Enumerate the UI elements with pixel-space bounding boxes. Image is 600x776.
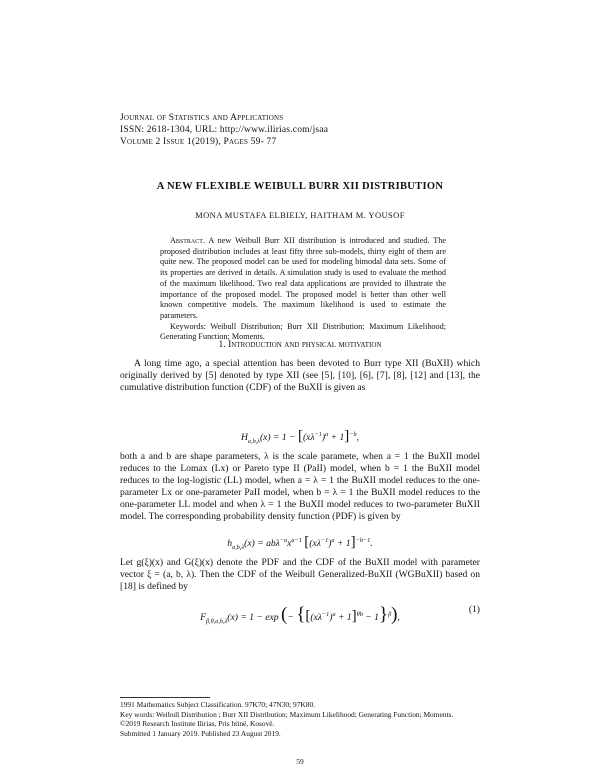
body-paragraph-1 — [120, 358, 480, 394]
abstract-label: Abstract. — [170, 236, 205, 245]
journal-name: Journal of Statistics and Applications — [120, 113, 284, 123]
abstract-text: A new Weibull Burr XII distribution is introduced and studied. The proposed distribution includes at least fifty three sub-models, thirty eight of them are quite new. The proposed model can be used for modeling bimodal data sets. Some of its properties are derived in details. A simulation study is used to evaluate the method of the maximum likelihood. Two real data applications are provided to illustrate the importance of the proposed model. The proposed model is better than other well known competitive models. The maximum likelihood is used to estimate the parameters. — [160, 236, 446, 320]
page-number: 59 — [296, 757, 304, 766]
paper-authors: MONA MUSTAFA ELBIELY, HAITHAM M. YOUSOF — [195, 210, 405, 220]
equation-wgbuxii-cdf: $F_{\beta,\theta,a,b,\lambda}(x) = 1 - \exp$ (− $\{[(x\lambda^{-1})^a + 1]^{\theta b} - 1\}^\beta$), (1) — [200, 604, 480, 625]
footnotes — [120, 700, 480, 738]
journal-issn: ISSN: 2618-1304, URL: http://www.ilirias.com/jsaa — [120, 125, 329, 135]
intro-text-3: Let g(ξ)(x) and G(ξ)(x) denote the PDF and the CDF of the BuXII model with parameter vector ξ = (a, b, λ). Then the CDF of the Weibull Generalized-BuXII (WGBuXII) based on [18] is defined by — [120, 557, 480, 593]
footnote-msc: 1991 Mathematics Subject Classification. 97K70; 47N30; 97K80. — [120, 700, 316, 709]
footnote-divider — [120, 697, 210, 698]
abstract — [160, 236, 446, 343]
footnote-submitted: Submitted 1 January 2019. Published 23 August 2019. — [120, 728, 281, 738]
equation-burr-pdf: $h_{a,b,\lambda}(x) = ab\lambda^{-a}x^{a-1}$ $[(x\lambda^{-1})^a + 1]^{-b-1}$. — [227, 534, 373, 551]
equation-number: (1) — [468, 604, 480, 615]
paper-title: A NEW FLEXIBLE WEIBULL BURR XII DISTRIBUTION — [156, 181, 444, 192]
journal-volume: Volume 2 Issue 1(2019), Pages 59- 77 — [120, 137, 277, 147]
intro-text-2: both a and b are shape parameters, λ is the scale paramete, when a = 1 the BuXII model reduces to the Lomax (Lx) or Pareto type II (PaII) model, when b = 1 the BuXII model reduces to the log-logistic (LL) model, when a = λ = 1 the BuXII model reduces to the one-parameter Lx or one-parameter PaII model, when b = λ = 1 the BuXII model reduces to the one-parameter LL model and when λ = 1 the BuXII model reduces to two-parameter BuXII model. The corresponding probability density function (PDF) is given by — [120, 451, 480, 523]
intro-text-1: A long time ago, a special attention has been devoted to Burr type XII (BuXII) which originally derived by [5] denoted by type XII (see [5], [10], [6], [7], [8], [12] and [13], the cumulative distribution function (CDF) of the BuXII is given as — [120, 358, 480, 394]
footnote-copyright: ©2019 Research Institute Ilirias, Pris htinë, Kosovë. — [120, 719, 275, 729]
abstract-paragraph — [160, 236, 446, 322]
keywords-text: Weibull Distribution; Burr XII Distribution; Maximum Likelihood; Generating Function; Moments. — [160, 321, 446, 342]
equation-burr-cdf: $H_{a,b,\lambda}(x) = 1 - [(x\lambda^{-1})^a + 1]^{-b}$, — [240, 428, 360, 445]
section-heading: 1. Introduction and physical motivation — [218, 339, 382, 350]
body-paragraph-2 — [120, 451, 480, 524]
body-paragraph-3 — [120, 557, 480, 593]
keywords-label: Keywords: — [170, 321, 206, 331]
footnote-keywords: Key words: Weibull Distribution ; Burr XII Distribution; Maximum Likelihood; Generating Function; Moments. — [120, 709, 454, 719]
